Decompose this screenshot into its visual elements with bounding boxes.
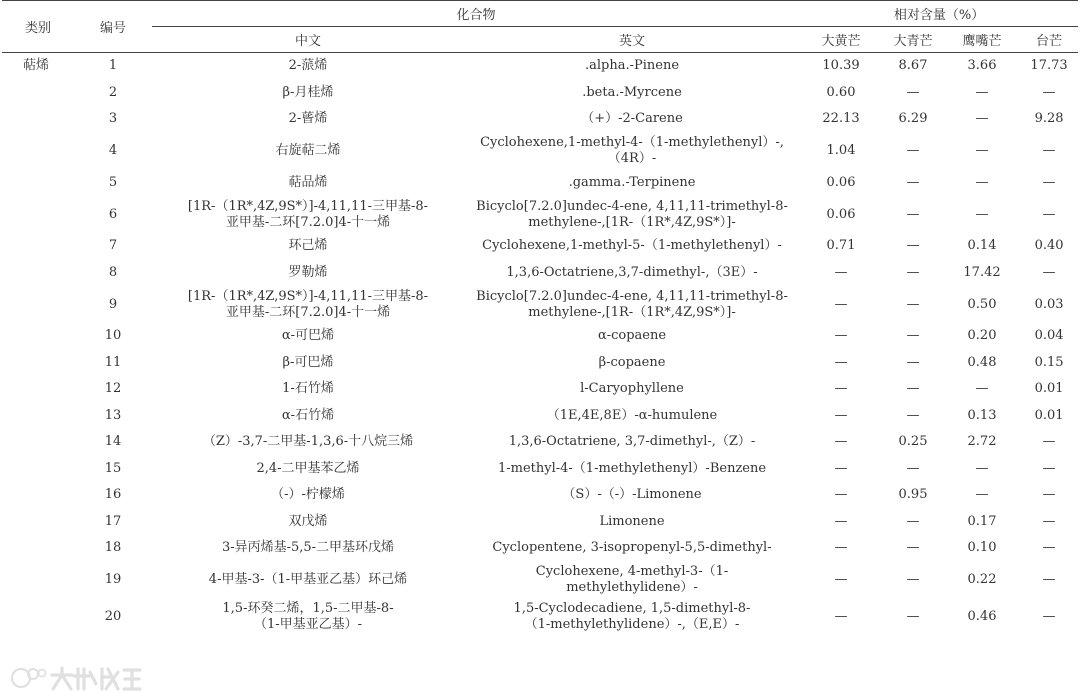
content-value-taimang: 9.28 — [1034, 111, 1064, 127]
english-name-cell — [464, 53, 800, 80]
chinese-name-cell — [152, 562, 464, 599]
content-value-daqingmang: 8.67 — [898, 58, 928, 74]
chinese-name-cell — [152, 350, 464, 377]
content-value-daqingmang: — — [906, 264, 920, 280]
english-name-line: Bicyclo[7.2.0]undec-4-ene, 4,11,11-trimethyl-8- — [476, 198, 788, 214]
content-value-dahuangmang: 10.39 — [822, 58, 860, 74]
chinese-name-line: 亚甲基-二环[7.2.0]4-十一烯 — [225, 214, 391, 230]
content-value-taimang: 0.03 — [1034, 296, 1064, 312]
content-value-yingzuimang: 0.50 — [967, 296, 997, 312]
chinese-name-line: 1,5-环癸二烯，1,5-二甲基-8- — [222, 601, 394, 616]
chinese-name-line: 罗勒烯 — [288, 264, 328, 280]
english-name-line: Cyclohexene, 4-methyl-3-（1- — [535, 564, 729, 579]
content-value-taimang: 0.15 — [1034, 354, 1064, 370]
table-row — [2, 53, 1078, 80]
content-value-taimang: — — [1042, 540, 1056, 556]
content-value-yingzuimang: — — [975, 460, 989, 476]
chinese-name-line: 萜品烯 — [288, 174, 328, 190]
watermark-logo-icon — [8, 664, 148, 692]
english-name-line: methylethylidene）- — [566, 580, 698, 595]
chinese-name-cell — [152, 535, 464, 562]
english-name-cell — [464, 429, 800, 456]
chinese-name-line: 3-异丙烯基-5,5-二甲基环戊烯 — [221, 540, 395, 556]
row-number: 20 — [104, 609, 122, 624]
chinese-name-line: α-石竹烯 — [281, 407, 335, 423]
chinese-name-line: β-可巴烯 — [282, 354, 334, 370]
content-value-daqingmang: — — [906, 407, 920, 423]
chinese-name-line: β-月桂烯 — [282, 84, 334, 100]
content-value-daqingmang: — — [906, 354, 920, 370]
chinese-name-line: 1-石竹烯 — [282, 381, 334, 397]
number-header: 编号 — [74, 1, 152, 53]
english-name-line: 1,3,6-Octatriene, 3,7-dimethyl-,（Z）- — [508, 434, 756, 450]
english-name-line: Limonene — [599, 513, 665, 529]
chinese-name-cell — [152, 403, 464, 430]
category-cell: 萜烯 — [23, 58, 50, 73]
content-value-dahuangmang: — — [834, 296, 848, 312]
chinese-name-header: 中文 — [152, 27, 464, 53]
chinese-name-cell — [152, 509, 464, 536]
content-value-yingzuimang: 0.48 — [967, 354, 997, 370]
chinese-name-cell — [152, 133, 464, 170]
content-value-yingzuimang: — — [975, 206, 989, 222]
row-number: 16 — [104, 487, 122, 503]
content-value-yingzuimang: 0.22 — [967, 572, 997, 587]
table-row — [2, 286, 1078, 323]
content-value-daqingmang: — — [906, 238, 920, 254]
content-value-yingzuimang: 0.46 — [967, 609, 997, 624]
content-value-yingzuimang: 0.14 — [967, 238, 997, 254]
content-value-dahuangmang: — — [834, 460, 848, 476]
english-name-cell — [464, 80, 800, 107]
table-row — [2, 133, 1078, 170]
content-value-taimang: — — [1042, 143, 1056, 158]
table-row — [2, 323, 1078, 350]
chinese-name-line: （Z）-3,7-二甲基-1,3,6-十八烷三烯 — [202, 434, 414, 450]
watermark — [8, 664, 148, 692]
table-row — [2, 350, 1078, 377]
english-name-line: methylene-,[1R-（1R*,4Z,9S*）]- — [528, 304, 736, 320]
compound-table — [2, 0, 1078, 636]
content-value-daqingmang: — — [906, 174, 920, 190]
variety-header-dahuangmang: 大黄芒 — [800, 27, 882, 53]
content-value-dahuangmang: — — [834, 381, 848, 397]
english-name-line: 1,5-Cyclodecadiene, 1,5-dimethyl-8- — [513, 601, 751, 616]
row-number: 4 — [108, 143, 118, 158]
content-value-taimang: 0.01 — [1034, 407, 1064, 423]
table-row — [2, 170, 1078, 197]
content-value-daqingmang: — — [906, 460, 920, 476]
row-number: 8 — [108, 264, 118, 280]
content-value-taimang: 0.04 — [1034, 328, 1064, 344]
content-value-taimang: 0.01 — [1034, 381, 1064, 397]
table-row — [2, 403, 1078, 430]
content-value-daqingmang: 6.29 — [898, 111, 928, 127]
content-value-dahuangmang: — — [834, 328, 848, 344]
row-number: 15 — [104, 460, 122, 476]
english-name-line: Cyclohexene,1-methyl-4-（1-methylethenyl）-, — [480, 135, 784, 150]
content-value-yingzuimang: — — [975, 111, 989, 127]
english-name-cell — [464, 535, 800, 562]
content-value-dahuangmang: — — [834, 434, 848, 450]
content-value-dahuangmang: — — [834, 609, 848, 624]
chinese-name-line: （1-甲基亚乙基）- — [253, 617, 363, 632]
chinese-name-cell — [152, 599, 464, 636]
row-number: 11 — [104, 354, 122, 370]
english-name-line: l-Caryophyllene — [580, 381, 684, 397]
row-number: 19 — [104, 572, 122, 587]
content-value-taimang: — — [1042, 572, 1056, 587]
chinese-name-line: 2-蒎烯 — [288, 58, 328, 74]
content-value-dahuangmang: 0.06 — [826, 174, 856, 190]
content-value-dahuangmang: — — [834, 572, 848, 587]
table-body — [2, 53, 1078, 636]
chinese-name-line: 双戊烯 — [288, 513, 328, 529]
table-row — [2, 233, 1078, 260]
content-value-dahuangmang: — — [834, 540, 848, 556]
chinese-name-cell — [152, 323, 464, 350]
content-value-daqingmang: — — [906, 84, 920, 100]
english-name-cell — [464, 170, 800, 197]
content-value-yingzuimang: — — [975, 487, 989, 503]
chinese-name-cell — [152, 196, 464, 233]
chinese-name-line: 2-蒈烯 — [288, 111, 328, 127]
content-value-taimang: — — [1042, 206, 1056, 222]
content-value-taimang: — — [1042, 174, 1056, 190]
english-name-line: （1-methylethylidene）-,（E,E）- — [524, 617, 740, 632]
table-row — [2, 456, 1078, 483]
content-value-taimang: — — [1042, 434, 1056, 450]
table-row — [2, 80, 1078, 107]
chinese-name-line: （-）-柠檬烯 — [271, 487, 345, 503]
chinese-name-cell — [152, 286, 464, 323]
content-value-yingzuimang: 0.13 — [967, 407, 997, 423]
english-name-cell — [464, 133, 800, 170]
english-name-line: .gamma.-Terpinene — [568, 174, 696, 190]
content-value-daqingmang: — — [906, 609, 920, 624]
chinese-name-cell — [152, 233, 464, 260]
content-value-taimang: — — [1042, 264, 1056, 280]
english-name-cell — [464, 233, 800, 260]
english-name-line: β-copaene — [598, 354, 666, 370]
chinese-name-line: α-可巴烯 — [281, 328, 335, 344]
content-value-daqingmang: — — [906, 296, 920, 312]
variety-header-taimang: 台芒 — [1020, 27, 1078, 53]
english-name-cell — [464, 403, 800, 430]
content-value-yingzuimang: 0.17 — [967, 513, 997, 529]
compound-header: 化合物 — [152, 1, 800, 27]
chinese-name-line: 2,4-二甲基苯乙烯 — [256, 460, 360, 476]
english-name-cell — [464, 323, 800, 350]
english-name-line: Cyclohexene,1-methyl-5-（1-methylethenyl）- — [482, 238, 782, 254]
chinese-name-cell — [152, 376, 464, 403]
content-value-yingzuimang: — — [975, 143, 989, 158]
chinese-name-cell — [152, 106, 464, 133]
table-row — [2, 260, 1078, 287]
english-name-line: （1E,4E,8E）-α-humulene — [546, 407, 718, 423]
content-value-taimang: — — [1042, 487, 1056, 503]
row-number: 12 — [104, 381, 122, 397]
english-name-cell — [464, 286, 800, 323]
content-value-yingzuimang: — — [975, 84, 989, 100]
row-number: 17 — [104, 513, 122, 529]
english-name-cell — [464, 106, 800, 133]
table-header — [2, 1, 1078, 53]
table-row — [2, 106, 1078, 133]
row-number: 3 — [108, 111, 118, 127]
english-name-line: （S）-（-）-Limonene — [562, 487, 702, 503]
content-value-daqingmang: — — [906, 513, 920, 529]
category-header: 类别 — [2, 1, 74, 53]
row-number: 6 — [108, 206, 118, 222]
content-value-yingzuimang: 17.42 — [963, 264, 1001, 280]
english-name-line: Bicyclo[7.2.0]undec-4-ene, 4,11,11-trimethyl-8- — [476, 288, 788, 304]
content-value-yingzuimang: 2.72 — [967, 434, 997, 450]
table-row — [2, 429, 1078, 456]
row-number: 10 — [104, 328, 122, 344]
english-name-line: Cyclopentene, 3-isopropenyl-5,5-dimethyl- — [492, 540, 772, 556]
content-value-taimang: — — [1042, 460, 1056, 476]
english-name-line: methylene-,[1R-（1R*,4Z,9S*）]- — [528, 214, 736, 230]
content-value-yingzuimang: — — [975, 381, 989, 397]
table-row — [2, 535, 1078, 562]
variety-header-yingzuimang: 鹰嘴芒 — [944, 27, 1020, 53]
row-number: 2 — [108, 84, 118, 100]
content-value-daqingmang: — — [906, 328, 920, 344]
english-name-cell — [464, 509, 800, 536]
content-value-dahuangmang: — — [834, 513, 848, 529]
content-value-daqingmang: — — [906, 540, 920, 556]
content-value-dahuangmang: 1.04 — [826, 143, 856, 158]
english-name-cell — [464, 562, 800, 599]
row-number: 9 — [108, 296, 118, 312]
content-value-dahuangmang: 0.06 — [826, 206, 856, 222]
content-value-dahuangmang: 0.60 — [826, 84, 856, 100]
variety-header-daqingmang: 大青芒 — [882, 27, 944, 53]
content-value-dahuangmang: — — [834, 487, 848, 503]
content-value-taimang: 0.40 — [1034, 238, 1064, 254]
table-row — [2, 599, 1078, 636]
english-name-cell — [464, 196, 800, 233]
content-value-daqingmang: — — [906, 206, 920, 222]
english-name-line: 1-methyl-4-（1-methylethenyl）-Benzene — [497, 460, 767, 476]
chinese-name-line: 亚甲基-二环[7.2.0]4-十一烯 — [225, 304, 391, 320]
table-row — [2, 482, 1078, 509]
content-value-yingzuimang: — — [975, 174, 989, 190]
english-name-cell — [464, 376, 800, 403]
content-value-daqingmang: — — [906, 572, 920, 587]
english-name-cell — [464, 350, 800, 377]
chinese-name-cell — [152, 429, 464, 456]
table-row — [2, 196, 1078, 233]
chinese-name-cell — [152, 53, 464, 80]
english-name-cell — [464, 599, 800, 636]
row-number: 5 — [108, 174, 118, 190]
content-value-daqingmang: — — [906, 381, 920, 397]
row-number: 13 — [104, 407, 122, 423]
table-row — [2, 376, 1078, 403]
english-name-line: 1,3,6-Octatriene,3,7-dimethyl-,（3E）- — [506, 264, 758, 280]
chinese-name-line: [1R-（1R*,4Z,9S*）]-4,11,11-三甲基-8- — [187, 198, 429, 214]
chinese-name-line: [1R-（1R*,4Z,9S*）]-4,11,11-三甲基-8- — [187, 288, 429, 304]
content-value-yingzuimang: 0.10 — [967, 540, 997, 556]
chinese-name-line: 环己烯 — [288, 238, 328, 254]
content-value-dahuangmang: — — [834, 264, 848, 280]
chinese-name-cell — [152, 170, 464, 197]
content-value-yingzuimang: 0.20 — [967, 328, 997, 344]
row-number: 18 — [104, 540, 122, 556]
english-name-cell — [464, 260, 800, 287]
chinese-name-line: 4-甲基-3-（1-甲基亚乙基）环己烯 — [208, 572, 408, 587]
table-row — [2, 562, 1078, 599]
content-value-dahuangmang: — — [834, 407, 848, 423]
chinese-name-cell — [152, 80, 464, 107]
chinese-name-cell — [152, 260, 464, 287]
row-number: 1 — [108, 58, 118, 74]
english-name-header: 英文 — [464, 27, 800, 53]
chinese-name-line: 右旋萜二烯 — [275, 143, 341, 158]
content-value-taimang: — — [1042, 609, 1056, 624]
english-name-line: （4R）- — [607, 151, 657, 166]
content-value-dahuangmang: 22.13 — [822, 111, 860, 127]
content-value-dahuangmang: — — [834, 354, 848, 370]
content-value-yingzuimang: 3.66 — [967, 58, 997, 74]
english-name-line: α-copaene — [597, 328, 667, 344]
content-value-daqingmang: 0.25 — [898, 434, 928, 450]
content-value-daqingmang: 0.95 — [898, 487, 928, 503]
content-value-dahuangmang: 0.71 — [826, 238, 856, 254]
row-number: 7 — [108, 238, 118, 254]
english-name-cell — [464, 456, 800, 483]
row-number: 14 — [104, 434, 122, 450]
content-value-daqingmang: — — [906, 143, 920, 158]
english-name-line: .alpha.-Pinene — [584, 58, 680, 74]
english-name-line: .beta.-Myrcene — [582, 84, 682, 100]
table-row — [2, 509, 1078, 536]
content-value-taimang: 17.73 — [1030, 58, 1068, 74]
content-value-taimang: — — [1042, 84, 1056, 100]
chinese-name-cell — [152, 456, 464, 483]
chinese-name-cell — [152, 482, 464, 509]
english-name-cell — [464, 482, 800, 509]
relative-content-header: 相对含量（%） — [800, 1, 1078, 27]
content-value-taimang: — — [1042, 513, 1056, 529]
english-name-line: （+）-2-Carene — [581, 111, 683, 127]
